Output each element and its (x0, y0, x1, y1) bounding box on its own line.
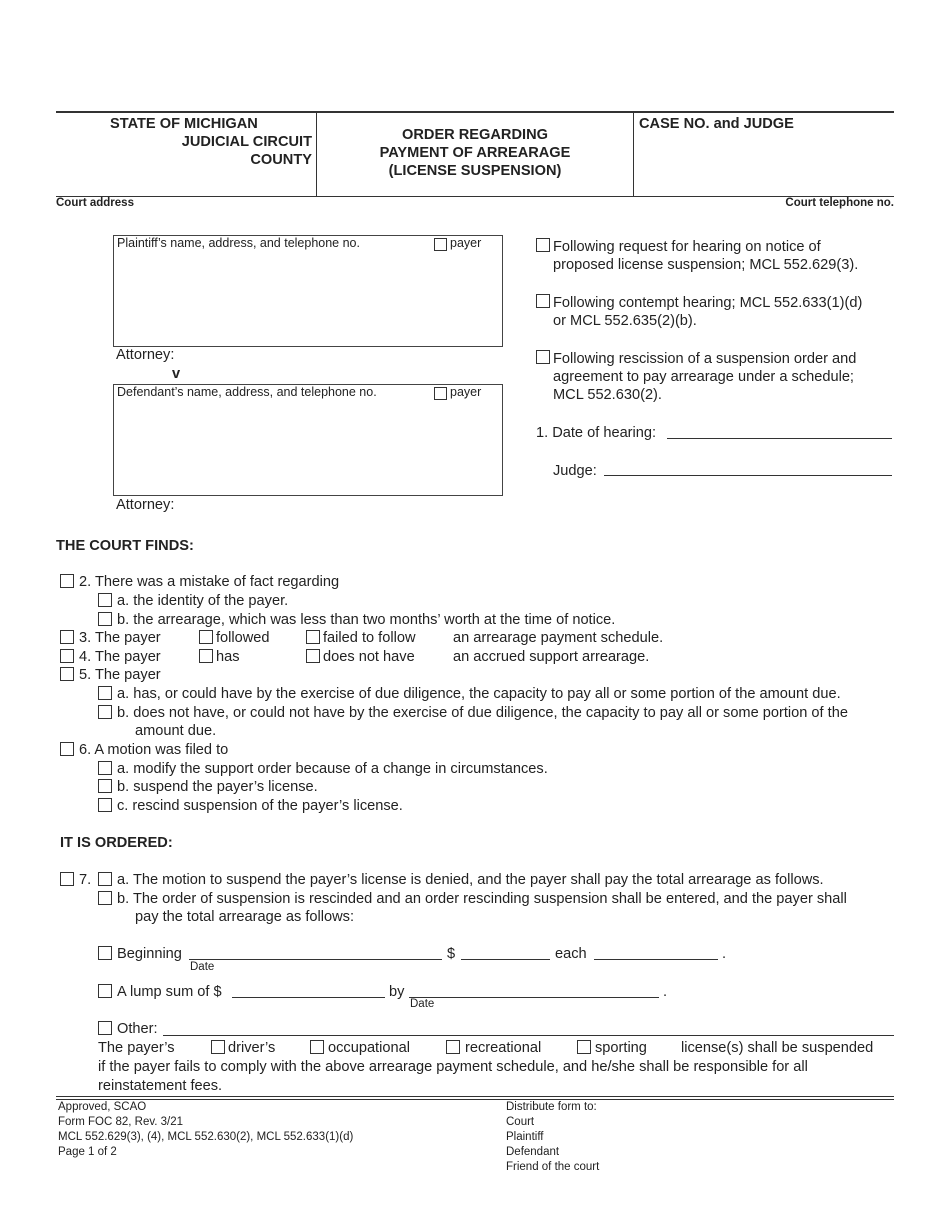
title-line-2: PAYMENT OF ARREARAGE (379, 145, 571, 161)
beginning-date-field[interactable] (189, 959, 442, 960)
header-bottom-rule (56, 196, 894, 197)
hearing-option-2-checkbox[interactable] (536, 294, 550, 308)
item-4-has-label: has (216, 649, 240, 665)
item-2b-checkbox[interactable] (98, 612, 112, 626)
hearing-option-3-line1: Following rescission of a suspension order and (553, 351, 857, 367)
form-title (318, 126, 632, 180)
item-5b-text: b. does not have, or could not have by the exercise of due diligence, the capacity to pay all or some portion of the (117, 705, 848, 721)
item-6a-checkbox[interactable] (98, 761, 112, 775)
beginning-date-caption: Date (190, 961, 215, 973)
other-label: Other: (117, 1021, 158, 1037)
item-4-checkbox[interactable] (60, 649, 74, 663)
item-3-followed-checkbox[interactable] (199, 630, 213, 644)
judicial-circuit-label: JUDICIAL CIRCUIT (181, 134, 312, 150)
distribute-friend-of-court: Friend of the court (506, 1161, 600, 1173)
header-divider-right (633, 112, 634, 196)
plaintiff-attorney-label: Attorney: (116, 347, 175, 363)
judge-field[interactable] (604, 475, 892, 476)
item-7b-text-continued: pay the total arrearage as follows: (135, 909, 355, 925)
license-prefix: The payer’s (98, 1040, 175, 1056)
item-2-checkbox[interactable] (60, 574, 74, 588)
item-2a-checkbox[interactable] (98, 593, 112, 607)
footer-page: Page 1 of 2 (58, 1146, 117, 1158)
county-label: COUNTY (250, 152, 312, 168)
item-2b-text: b. the arrearage, which was less than two months’ worth at the time of notice. (117, 612, 616, 628)
occupational-license-checkbox[interactable] (310, 1040, 324, 1054)
case-no-label: CASE NO. and JUDGE (639, 116, 794, 132)
item-6-checkbox[interactable] (60, 742, 74, 756)
item-4-text: 4. The payer (79, 649, 161, 665)
footer-distribution (506, 1100, 599, 1175)
each-label: each (555, 946, 587, 962)
distribute-court: Court (506, 1116, 535, 1128)
header-top-rule (56, 111, 894, 113)
defendant-payer-label: payer (450, 385, 482, 399)
footer-approved: Approved, SCAO (58, 1101, 147, 1113)
item-7a-text: a. The motion to suspend the payer’s license is denied, and the payer shall pay the total arrearage as follows. (117, 872, 824, 888)
court-telephone-label: Court telephone no. (785, 197, 894, 209)
item-4-has-checkbox[interactable] (199, 649, 213, 663)
hearing-option-3-checkbox[interactable] (536, 350, 550, 364)
item-7b-text: b. The order of suspension is rescinded and an order rescinding suspension shall be entered, and the payer shall (117, 891, 847, 907)
hearing-option-2-text (553, 294, 862, 330)
item-6b-text: b. suspend the payer’s license. (117, 779, 318, 795)
item-5a-text: a. has, or could have by the exercise of due diligence, the capacity to pay all or some portion of the amount due. (117, 686, 841, 702)
footer-mcl: MCL 552.629(3), (4), MCL 552.630(2), MCL 552.633(1)(d) (58, 1131, 354, 1143)
versus-label: v (172, 366, 181, 382)
license-suffix: license(s) shall be suspended (681, 1040, 874, 1056)
defendant-box[interactable] (113, 384, 503, 496)
plaintiff-payer-checkbox[interactable] (434, 238, 447, 251)
title-line-1: ORDER REGARDING (402, 127, 548, 143)
court-address-label: Court address (56, 197, 134, 209)
state-label: STATE OF MICHIGAN (110, 116, 258, 132)
date-of-hearing-field[interactable] (667, 438, 892, 439)
item-3-checkbox[interactable] (60, 630, 74, 644)
sporting-license-checkbox[interactable] (577, 1040, 591, 1054)
hearing-option-1-checkbox[interactable] (536, 238, 550, 252)
court-finds-heading: THE COURT FINDS: (56, 538, 194, 554)
hearing-option-1-line2: proposed license suspension; MCL 552.629(3). (553, 257, 859, 273)
beginning-dollar-label: $ (447, 946, 456, 962)
defendant-attorney-label: Attorney: (116, 497, 175, 513)
item-6c-text: c. rescind suspension of the payer’s license. (117, 798, 403, 814)
item-5b-text-continued: amount due. (135, 723, 217, 739)
lump-sum-date-field[interactable] (409, 997, 659, 998)
date-of-hearing-label: 1. Date of hearing: (536, 425, 657, 441)
item-6c-checkbox[interactable] (98, 798, 112, 812)
item-7a-checkbox[interactable] (98, 872, 112, 886)
item-7-number: 7. (79, 872, 92, 888)
hearing-option-1-line1: Following request for hearing on notice of (553, 239, 821, 255)
item-6b-checkbox[interactable] (98, 779, 112, 793)
title-line-3: (LICENSE SUSPENSION) (388, 163, 562, 179)
lump-sum-label: A lump sum of $ (117, 984, 222, 1000)
beginning-checkbox[interactable] (98, 946, 112, 960)
beginning-label: Beginning (117, 946, 182, 962)
item-4-tail: an accrued support arrearage. (453, 649, 650, 665)
recreational-license-label: recreational (465, 1040, 542, 1056)
drivers-license-label: driver’s (228, 1040, 276, 1056)
item-3-failed-label: failed to follow (323, 630, 416, 646)
footer-form-number: Form FOC 82, Rev. 3/21 (58, 1116, 184, 1128)
item-4-does-not-have-checkbox[interactable] (306, 649, 320, 663)
defendant-payer-checkbox[interactable] (434, 387, 447, 400)
distribute-heading: Distribute form to: (506, 1101, 597, 1113)
recreational-license-checkbox[interactable] (446, 1040, 460, 1054)
item-6a-text: a. modify the support order because of a change in circumstances. (117, 761, 548, 777)
item-5-checkbox[interactable] (60, 667, 74, 681)
lump-sum-amount-field[interactable] (232, 997, 385, 998)
footer-left (58, 1100, 353, 1160)
header-divider-left (316, 112, 317, 196)
item-3-failed-checkbox[interactable] (306, 630, 320, 644)
lump-sum-date-caption: Date (410, 998, 435, 1010)
hearing-option-1-text (553, 238, 858, 274)
plaintiff-box[interactable] (113, 235, 503, 347)
hearing-option-3-text (553, 350, 856, 404)
plaintiff-label: Plaintiff’s name, address, and telephone no. (117, 236, 360, 250)
other-field[interactable] (163, 1035, 894, 1036)
ordered-heading: IT IS ORDERED: (60, 835, 173, 851)
occupational-license-label: occupational (328, 1040, 410, 1056)
by-label: by (389, 984, 405, 1000)
item-4-does-not-have-label: does not have (323, 649, 415, 665)
item-5-text: 5. The payer (79, 667, 161, 683)
each-period-field[interactable] (594, 959, 718, 960)
license-line-3: reinstatement fees. (98, 1078, 223, 1094)
hearing-option-2-line2: or MCL 552.635(2)(b). (553, 313, 697, 329)
other-checkbox[interactable] (98, 1021, 112, 1035)
item-5a-checkbox[interactable] (98, 686, 112, 700)
hearing-option-2-line1: Following contempt hearing; MCL 552.633(1)(d) (553, 295, 863, 311)
item-3-tail: an arrearage payment schedule. (453, 630, 664, 646)
defendant-label: Defendant’s name, address, and telephone no. (117, 385, 377, 399)
item-7-checkbox[interactable] (60, 872, 74, 886)
item-2-text: 2. There was a mistake of fact regarding (79, 574, 340, 590)
license-line-2: if the payer fails to comply with the above arrearage payment schedule, and he/she shall be responsible for all (98, 1059, 808, 1075)
footer-rule-top (56, 1096, 894, 1097)
hearing-option-3-line2: agreement to pay arrearage under a schedule; (553, 369, 854, 385)
plaintiff-payer-label: payer (450, 236, 482, 250)
item-7b-checkbox[interactable] (98, 891, 112, 905)
drivers-license-checkbox[interactable] (211, 1040, 225, 1054)
item-3-text: 3. The payer (79, 630, 161, 646)
item-5b-checkbox[interactable] (98, 705, 112, 719)
sporting-license-label: sporting (595, 1040, 647, 1056)
hearing-option-3-line3: MCL 552.630(2). (553, 387, 662, 403)
distribute-plaintiff: Plaintiff (506, 1131, 544, 1143)
item-2a-text: a. the identity of the payer. (117, 593, 289, 609)
beginning-period: . (722, 946, 727, 962)
judge-label: Judge: (553, 463, 597, 479)
item-6-text: 6. A motion was filed to (79, 742, 229, 758)
beginning-amount-field[interactable] (461, 959, 550, 960)
lump-sum-period: . (663, 984, 668, 1000)
lump-sum-checkbox[interactable] (98, 984, 112, 998)
item-3-followed-label: followed (216, 630, 270, 646)
distribute-defendant: Defendant (506, 1146, 560, 1158)
